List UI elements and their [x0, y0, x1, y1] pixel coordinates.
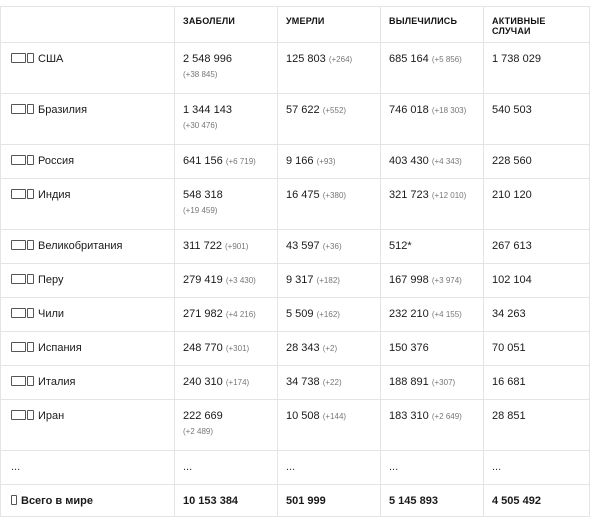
header-deaths: УМЕРЛИ: [278, 7, 381, 43]
cases-delta: (+174): [225, 378, 250, 387]
flag-icon: [11, 308, 26, 318]
table-row: [1, 179, 590, 230]
active-value: 540 503: [492, 104, 532, 116]
deaths-value: 34 738: [286, 376, 320, 388]
country-name: Россия: [38, 155, 75, 167]
header-cases: ЗАБОЛЕЛИ: [175, 7, 278, 43]
recovered-delta: (+12 010): [431, 191, 467, 200]
deaths-cell: [278, 43, 381, 94]
flag-icon: [27, 376, 34, 386]
recovered-value: 512*: [389, 240, 412, 252]
deaths-cell: [278, 230, 381, 264]
cases-value: 279 419: [183, 274, 223, 286]
flag-icon: [11, 410, 26, 420]
active-value: 34 263: [492, 308, 526, 320]
recovered-cell: [381, 179, 484, 230]
deaths-cell: [278, 179, 381, 230]
deaths-cell: [278, 94, 381, 145]
flag-icon: [11, 342, 26, 352]
country-cell: [1, 400, 175, 451]
recovered-delta: (+4 155): [431, 310, 462, 319]
deaths-cell: [278, 145, 381, 179]
table-header-row: [1, 7, 590, 43]
cases-value: 1 344 143: [183, 104, 232, 116]
recovered-value: 321 723: [389, 189, 429, 201]
deaths-delta: (+93): [316, 157, 336, 166]
flag-icon: [27, 342, 34, 352]
table-row: [1, 230, 590, 264]
deaths-value: 28 343: [286, 342, 320, 354]
table-row: [1, 298, 590, 332]
table-row: [1, 264, 590, 298]
ellipsis-cell: ...: [278, 451, 381, 485]
deaths-cell: [278, 298, 381, 332]
deaths-delta: (+264): [328, 55, 353, 64]
cases-value: 271 982: [183, 308, 223, 320]
cases-cell: [175, 179, 278, 230]
deaths-delta: (+182): [316, 276, 340, 285]
recovered-cell: [381, 145, 484, 179]
country-cell: [1, 298, 175, 332]
recovered-delta: (+4 343): [431, 157, 462, 166]
active-cell: [484, 366, 590, 400]
total-label-cell: [1, 485, 175, 517]
deaths-delta: (+2): [322, 344, 338, 353]
flag-icon: [11, 240, 26, 250]
deaths-cell: [278, 400, 381, 451]
active-value: 267 613: [492, 240, 532, 252]
country-name: Испания: [38, 342, 82, 354]
recovered-cell: [381, 400, 484, 451]
recovered-cell: [381, 264, 484, 298]
active-cell: [484, 179, 590, 230]
deaths-value: 5 509: [286, 308, 314, 320]
total-deaths: 501 999: [278, 485, 381, 517]
flag-icon: [11, 376, 26, 386]
covid-stats-table: [0, 6, 590, 517]
deaths-delta: (+552): [322, 106, 347, 115]
recovered-value: 232 210: [389, 308, 429, 320]
recovered-value: 188 891: [389, 376, 429, 388]
table-row: [1, 145, 590, 179]
deaths-value: 10 508: [286, 410, 320, 422]
flag-icon: [11, 53, 26, 63]
active-cell: [484, 230, 590, 264]
header-recovered: ВЫЛЕЧИЛИСЬ: [381, 7, 484, 43]
recovered-delta: (+2 649): [431, 412, 462, 421]
table-row: [1, 400, 590, 451]
total-label: Всего в мире: [21, 495, 93, 507]
recovered-value: 685 164: [389, 53, 429, 65]
cases-delta: (+38 845): [183, 70, 218, 79]
header-active: [484, 7, 590, 43]
deaths-cell: [278, 332, 381, 366]
country-name: Иран: [38, 410, 65, 422]
deaths-delta: (+22): [322, 378, 342, 387]
cases-delta: (+4 216): [225, 310, 256, 319]
flag-icon: [11, 155, 26, 165]
active-value: 28 851: [492, 410, 526, 422]
active-value: 102 104: [492, 274, 532, 286]
recovered-cell: [381, 366, 484, 400]
active-value: 210 120: [492, 189, 532, 201]
table-row: [1, 43, 590, 94]
cases-cell: [175, 332, 278, 366]
recovered-cell: [381, 43, 484, 94]
recovered-value: 150 376: [389, 342, 429, 354]
ellipsis-cell: ...: [484, 451, 590, 485]
cases-value: 2 548 996: [183, 53, 232, 65]
country-name: Великобритания: [38, 240, 123, 252]
recovered-cell: [381, 332, 484, 366]
country-name: Италия: [38, 376, 76, 388]
recovered-value: 183 310: [389, 410, 429, 422]
cases-cell: [175, 145, 278, 179]
flag-icon: [27, 104, 34, 114]
flag-icon: [11, 274, 26, 284]
ellipsis-row: [1, 451, 590, 485]
active-cell: [484, 145, 590, 179]
active-cell: [484, 43, 590, 94]
active-value: 228 560: [492, 155, 532, 167]
cases-delta: (+30 476): [183, 121, 218, 130]
country-cell: [1, 332, 175, 366]
flag-icon: [11, 104, 26, 114]
cases-delta: (+901): [225, 242, 249, 251]
recovered-value: 746 018: [389, 104, 429, 116]
country-cell: [1, 264, 175, 298]
recovered-value: 167 998: [389, 274, 429, 286]
recovered-cell: [381, 298, 484, 332]
cases-delta: (+19 459): [183, 206, 218, 215]
header-active-line2: СЛУЧАИ: [492, 26, 531, 36]
deaths-delta: (+144): [322, 412, 347, 421]
cases-value: 240 310: [183, 376, 223, 388]
globe-icon: [11, 495, 17, 505]
active-cell: [484, 298, 590, 332]
deaths-delta: (+162): [316, 310, 340, 319]
flag-icon: [27, 308, 34, 318]
active-cell: [484, 264, 590, 298]
table-row: [1, 94, 590, 145]
country-cell: [1, 230, 175, 264]
cases-value: 248 770: [183, 342, 223, 354]
cases-cell: [175, 94, 278, 145]
ellipsis-cell: ...: [381, 451, 484, 485]
recovered-delta: (+3 974): [431, 276, 462, 285]
recovered-delta: (+18 303): [431, 106, 467, 115]
total-recovered: 5 145 893: [381, 485, 484, 517]
flag-icon: [27, 274, 34, 284]
deaths-delta: (+380): [322, 191, 347, 200]
cases-cell: [175, 366, 278, 400]
total-active: 4 505 492: [484, 485, 590, 517]
cases-cell: [175, 230, 278, 264]
country-cell: [1, 94, 175, 145]
cases-cell: [175, 264, 278, 298]
flag-icon: [27, 410, 34, 420]
cases-value: 641 156: [183, 155, 223, 167]
ellipsis-cell: ...: [175, 451, 278, 485]
flag-icon: [27, 240, 34, 250]
cases-delta: (+3 430): [225, 276, 256, 285]
active-cell: [484, 400, 590, 451]
active-cell: [484, 94, 590, 145]
active-cell: [484, 332, 590, 366]
recovered-cell: [381, 94, 484, 145]
table-row: [1, 366, 590, 400]
deaths-cell: [278, 264, 381, 298]
recovered-delta: (+5 856): [431, 55, 462, 64]
cases-delta: (+6 719): [225, 157, 256, 166]
deaths-delta: (+36): [322, 242, 342, 251]
country-cell: [1, 366, 175, 400]
cases-delta: (+301): [225, 344, 250, 353]
header-active-line1: АКТИВНЫЕ: [492, 16, 546, 26]
country-name: США: [38, 53, 64, 65]
cases-value: 222 669: [183, 410, 223, 422]
active-value: 1 738 029: [492, 53, 541, 65]
deaths-value: 9 317: [286, 274, 314, 286]
active-value: 16 681: [492, 376, 526, 388]
cases-cell: [175, 400, 278, 451]
deaths-value: 57 622: [286, 104, 320, 116]
total-row: [1, 485, 590, 517]
cases-cell: [175, 43, 278, 94]
recovered-value: 403 430: [389, 155, 429, 167]
header-country: [1, 7, 175, 43]
country-cell: [1, 179, 175, 230]
deaths-value: 125 803: [286, 53, 326, 65]
country-name: Чили: [38, 308, 65, 320]
deaths-value: 16 475: [286, 189, 320, 201]
flag-icon: [27, 189, 34, 199]
country-cell: [1, 43, 175, 94]
cases-value: 311 722: [183, 240, 222, 252]
deaths-cell: [278, 366, 381, 400]
table-row: [1, 332, 590, 366]
active-value: 70 051: [492, 342, 526, 354]
cases-cell: [175, 298, 278, 332]
country-name: Перу: [38, 274, 64, 286]
cases-delta: (+2 489): [183, 427, 214, 436]
cases-value: 548 318: [183, 189, 223, 201]
flag-icon: [11, 189, 26, 199]
deaths-value: 9 166: [286, 155, 314, 167]
recovered-cell: [381, 230, 484, 264]
flag-icon: [27, 53, 34, 63]
country-name: Индия: [38, 189, 71, 201]
country-cell: [1, 145, 175, 179]
country-name: Бразилия: [38, 104, 88, 116]
deaths-value: 43 597: [286, 240, 320, 252]
flag-icon: [27, 155, 34, 165]
ellipsis-cell: ...: [1, 451, 175, 485]
total-cases: 10 153 384: [175, 485, 278, 517]
recovered-delta: (+307): [431, 378, 456, 387]
